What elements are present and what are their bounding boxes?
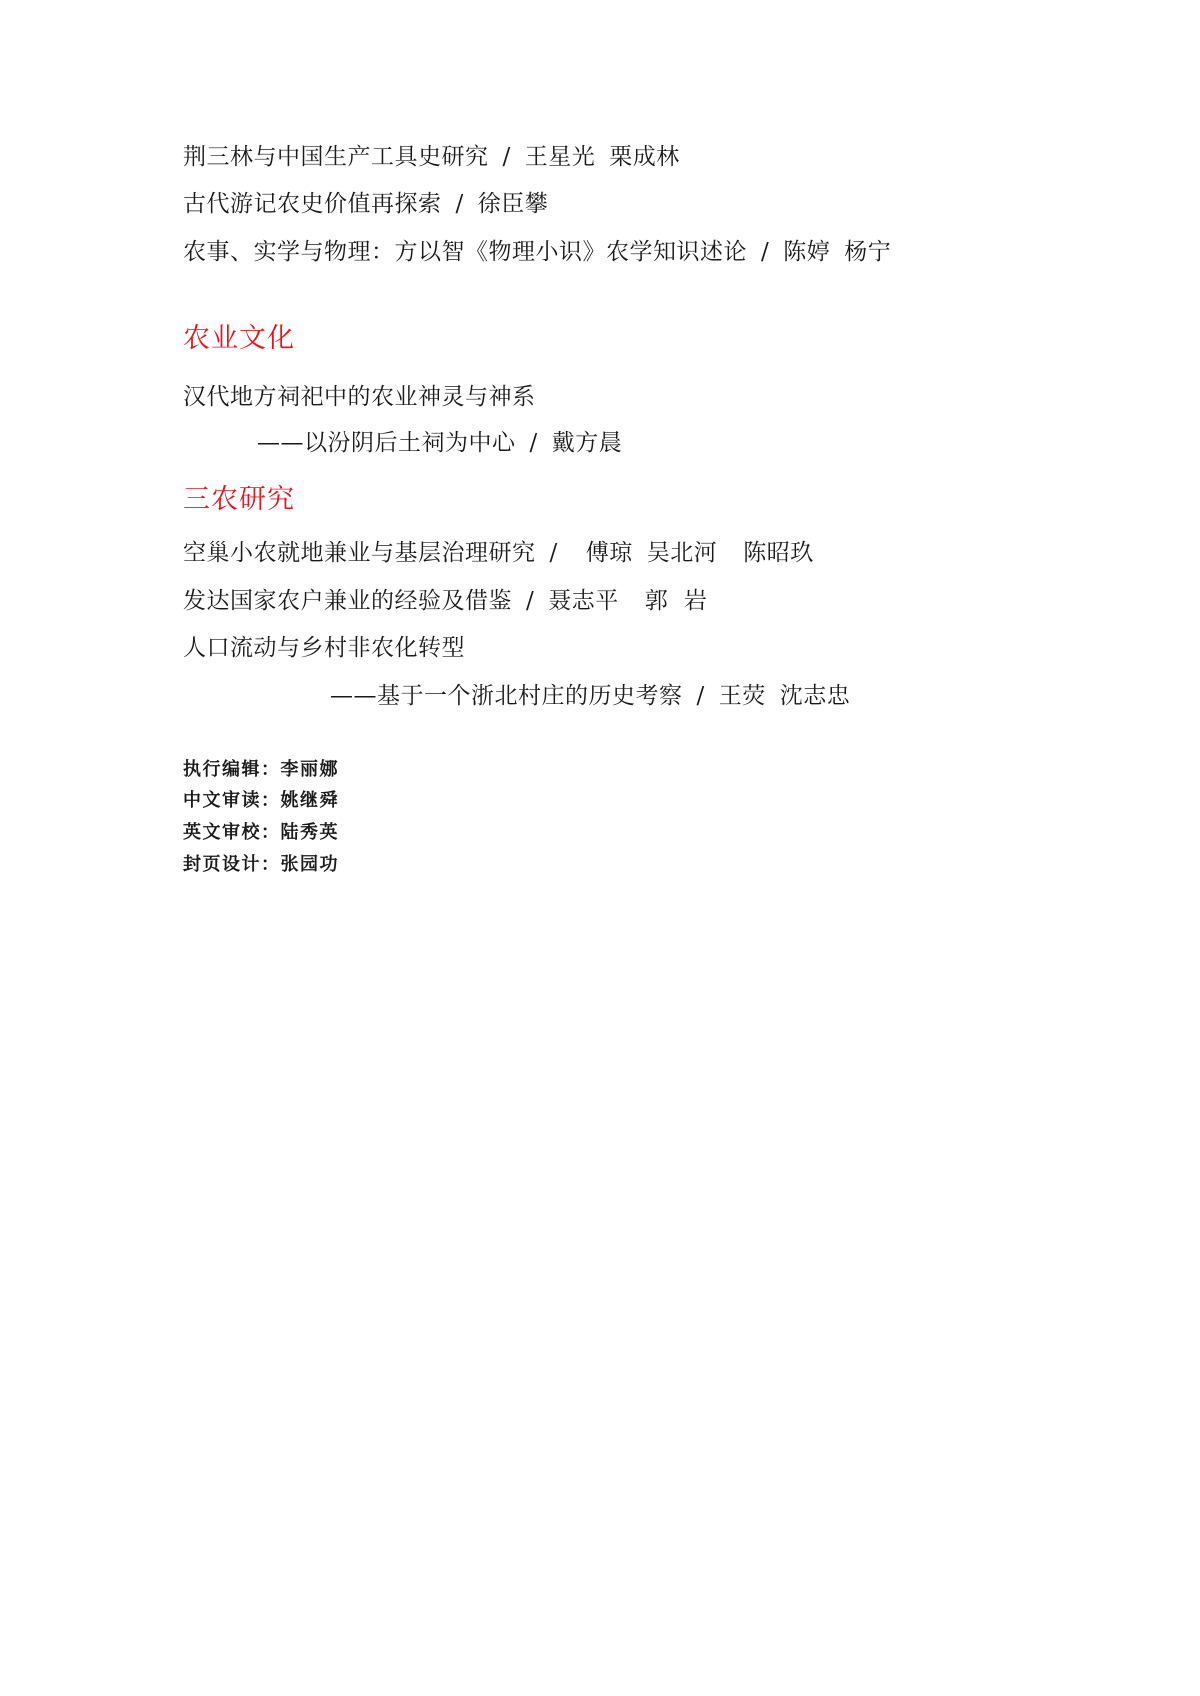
entry-author: 栗成林 <box>609 144 680 170</box>
credit-chinese-reader <box>183 789 339 813</box>
toc-entry <box>183 633 465 663</box>
entry-author: 沈志忠 <box>779 683 851 709</box>
entry-author: 戴方晨 <box>551 430 623 456</box>
separator: / <box>529 430 538 456</box>
entry-title: 人口流动与乡村非农化转型 <box>183 635 465 661</box>
entry-subtitle: ——以汾阴后土祠为中心 <box>257 430 516 456</box>
toc-entry <box>183 382 536 412</box>
entry-author: 陈昭玖 <box>743 540 814 566</box>
entry-title: 空巢小农就地兼业与基层治理研究 <box>183 540 536 566</box>
credit-label: 执行编辑： <box>183 759 281 780</box>
credit-label: 中文审读： <box>183 790 281 811</box>
credit-label: 封页设计： <box>183 854 281 875</box>
entry-author: 聂志平 <box>548 588 619 614</box>
credit-name: 陆秀英 <box>280 822 339 843</box>
section-title-culture: 农业文化 <box>183 323 295 354</box>
credit-executive-editor <box>183 758 339 782</box>
entry-title: 发达国家农户兼业的经验及借鉴 <box>183 588 512 614</box>
entry-title: 古代游记农史价值再探索 <box>183 191 442 217</box>
entry-author: 杨宁 <box>844 239 892 265</box>
toc-entry-subtitle <box>330 681 850 711</box>
credit-name: 张园功 <box>280 854 339 875</box>
credit-label: 英文审校： <box>183 822 281 843</box>
credit-english-proofreader <box>183 821 339 845</box>
entry-title: 荆三林与中国生产工具史研究 <box>183 144 489 170</box>
toc-entry <box>183 586 707 616</box>
separator: / <box>549 540 558 566</box>
entry-author: 王荧 <box>718 683 766 709</box>
section-title-sannong: 三农研究 <box>183 484 295 515</box>
separator: / <box>455 191 464 217</box>
entry-subtitle: ——基于一个浙北村庄的历史考察 <box>330 683 683 709</box>
entry-title: 汉代地方祠祀中的农业神灵与神系 <box>183 384 536 410</box>
separator: / <box>502 144 511 170</box>
entry-author: 傅琼 <box>585 540 633 566</box>
entry-author: 郭 岩 <box>644 588 708 614</box>
toc-entry <box>183 538 814 568</box>
toc-entry-subtitle <box>257 428 622 458</box>
credit-cover-design <box>183 853 339 877</box>
toc-entry <box>183 142 680 172</box>
toc-entry <box>183 189 548 219</box>
credit-name: 李丽娜 <box>280 759 339 780</box>
separator: / <box>696 683 705 709</box>
entry-author: 徐臣攀 <box>477 191 549 217</box>
credit-name: 姚继舜 <box>280 790 339 811</box>
toc-entry <box>183 237 891 267</box>
separator: / <box>526 588 535 614</box>
separator: / <box>761 239 770 265</box>
entry-author: 王星光 <box>524 144 596 170</box>
entry-author: 陈婷 <box>783 239 831 265</box>
entry-title: 农事、实学与物理：方以智《物理小识》农学知识述论 <box>183 239 747 265</box>
entry-author: 吴北河 <box>646 540 718 566</box>
